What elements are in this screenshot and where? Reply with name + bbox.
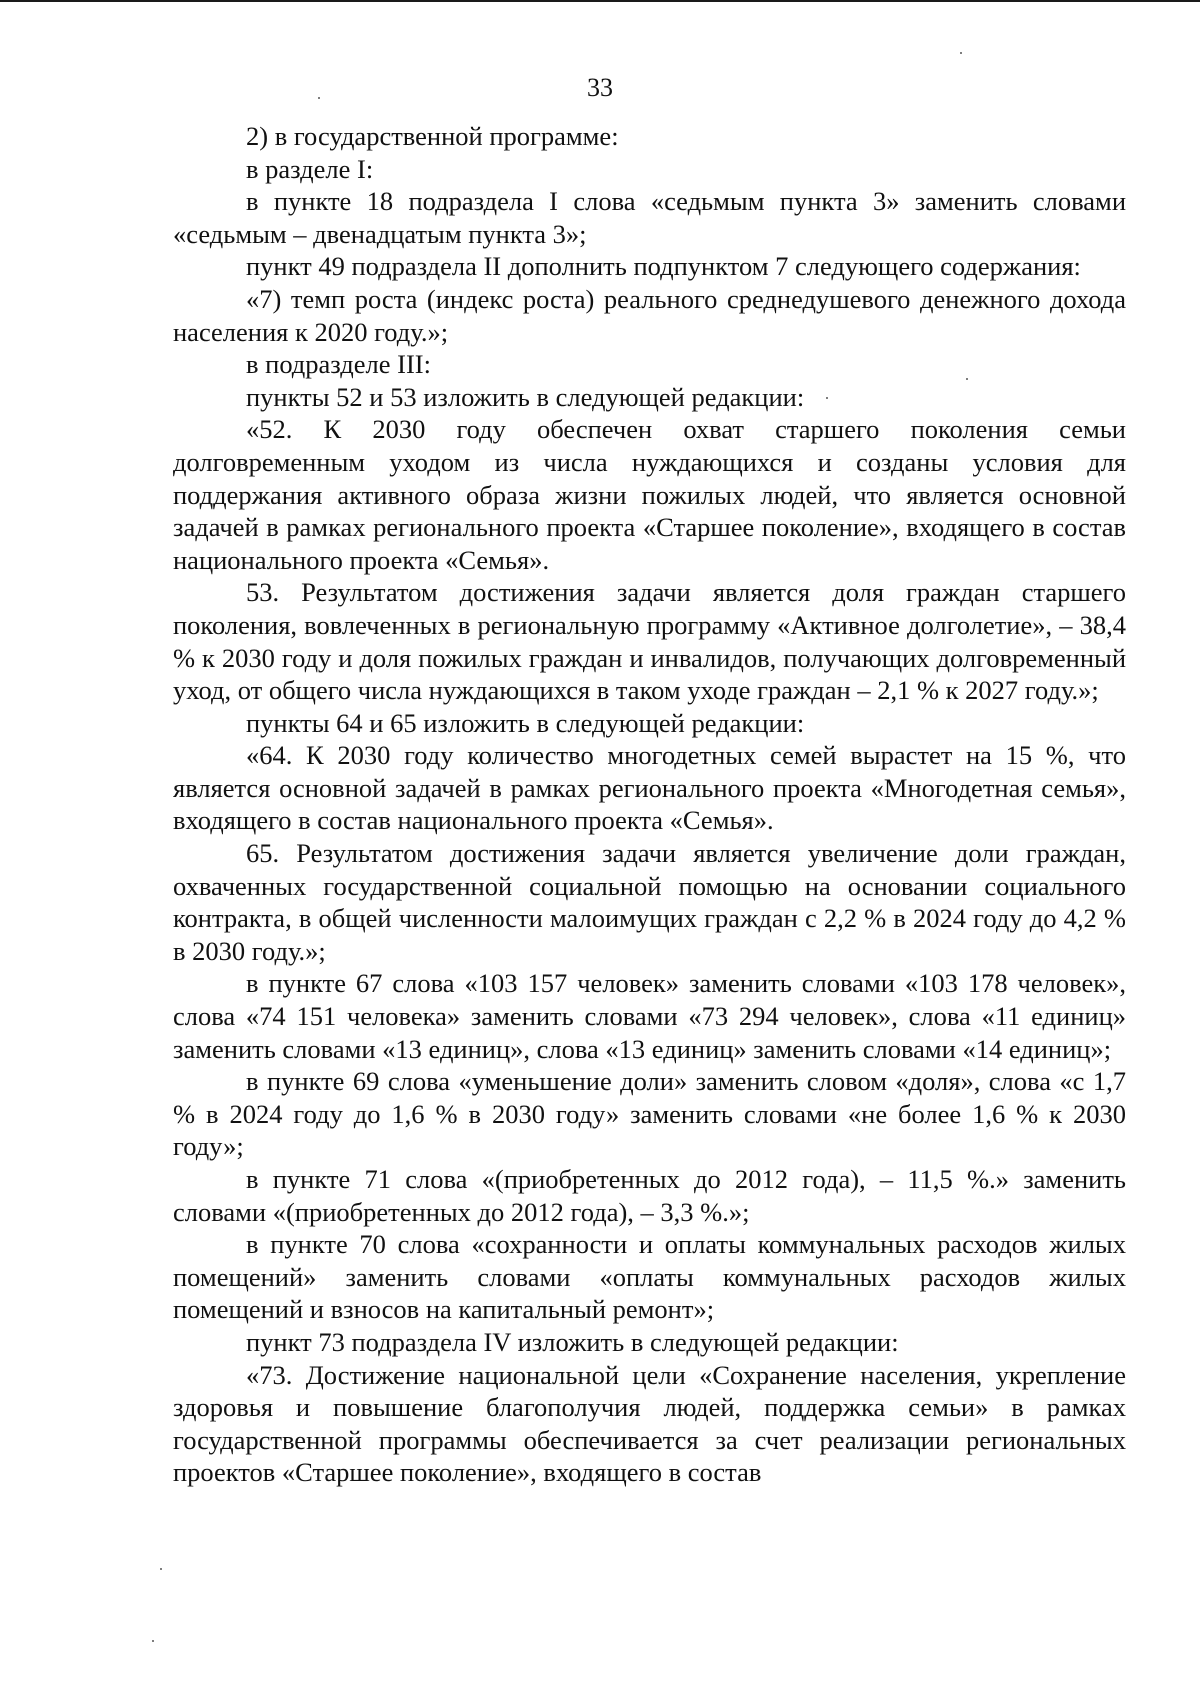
paragraph-16: в пункте 70 слова «сохранности и оплаты коммунальных расходов жилых помещений» заменить словами «оплаты коммунальных расходов жилых помещений и взносов на капитальный ремонт»; xyxy=(173,1229,1126,1325)
scan-speck xyxy=(960,52,962,54)
document-body xyxy=(173,120,1126,1489)
paragraph-6: в подразделе III: xyxy=(246,349,431,380)
paragraph-14: в пункте 69 слова «уменьшение доли» заменить словом «доля», слова «с 1,7 % в 2024 году до 1,6 % в 2030 году» заменить словами «не более 1,6 % к 2030 году»; xyxy=(173,1066,1126,1162)
paragraph-17: пункт 73 подраздела IV изложить в следующей редакции: xyxy=(246,1326,899,1357)
paragraph-4: пункт 49 подраздела II дополнить подпунктом 7 следующего содержания: xyxy=(246,251,1081,282)
paragraph-11: «64. К 2030 году количество многодетных семей вырастет на 15 %, что является основной задачей в рамках регионального проекта «Многодетная семья», входящего в состав национального проекта «Семья». xyxy=(173,740,1126,836)
paragraph-8: «52. К 2030 году обеспечен охват старшего поколения семьи долговременным уходом из числа нуждающихся и созданы условия для поддержания активного образа жизни пожилых людей, что является основной задачей в рамках регионального проекта «Старшее поколение», входящего в состав национального проекта «Семья». xyxy=(173,414,1126,575)
paragraph-18: «73. Достижение национальной цели «Сохранение населения, укрепление здоровья и повышение благополучия людей, поддержка семьи» в рамках государственной программы обеспечивается за счет реализации региональных проектов «Старшее поколение», входящего в состав xyxy=(173,1359,1126,1488)
paragraph-13: в пункте 67 слова «103 157 человек» заменить словами «103 178 человек», слова «74 151 человека» заменить словами «73 294 человек», слова «11 единиц» заменить словами «13 единиц», слова «13 единиц» заменить словами «14 единиц»; xyxy=(173,968,1126,1064)
scan-speck xyxy=(318,97,320,99)
scan-speck xyxy=(152,1640,154,1642)
paragraph-3: в пункте 18 подраздела I слова «седьмым пункта 3» заменить словами «седьмым – двенадцатым пункта 3»; xyxy=(173,186,1126,249)
scan-speck xyxy=(966,378,968,380)
paragraph-10: пункты 64 и 65 изложить в следующей редакции: xyxy=(246,707,805,738)
paragraph-9: 53. Результатом достижения задачи является доля граждан старшего поколения, вовлеченных в региональную программу «Активное долголетие», – 38,4 % к 2030 году и доля пожилых граждан и инвалидов, получающих долговременный уход, от общего числа нуждающихся в таком уходе граждан – 2,1 % к 2027 году.»; xyxy=(173,577,1126,706)
paragraph-2: в разделе I: xyxy=(246,153,374,184)
scan-speck xyxy=(826,397,828,399)
paragraph-7: пункты 52 и 53 изложить в следующей редакции: xyxy=(246,381,805,412)
paragraph-15: в пункте 71 слова «(приобретенных до 2012 года), – 11,5 %.» заменить словами «(приобретенных до 2012 года), – 3,3 %.»; xyxy=(173,1164,1126,1227)
paragraph-5: «7) темп роста (индекс роста) реального среднедушевого денежного дохода населения к 2020 году.»; xyxy=(173,283,1126,347)
scan-top-edge xyxy=(0,0,1200,2)
paragraph-1: 2) в государственной программе: xyxy=(246,121,619,151)
scan-speck xyxy=(160,1568,162,1570)
page-number: 33 xyxy=(587,73,613,102)
paragraph-12: 65. Результатом достижения задачи является увеличение доли граждан, охваченных государственной социальной помощью на основании социального контракта, в общей численности малоимущих граждан с 2,2 % в 2024 году до 4,2 % в 2030 году.»; xyxy=(173,838,1126,966)
